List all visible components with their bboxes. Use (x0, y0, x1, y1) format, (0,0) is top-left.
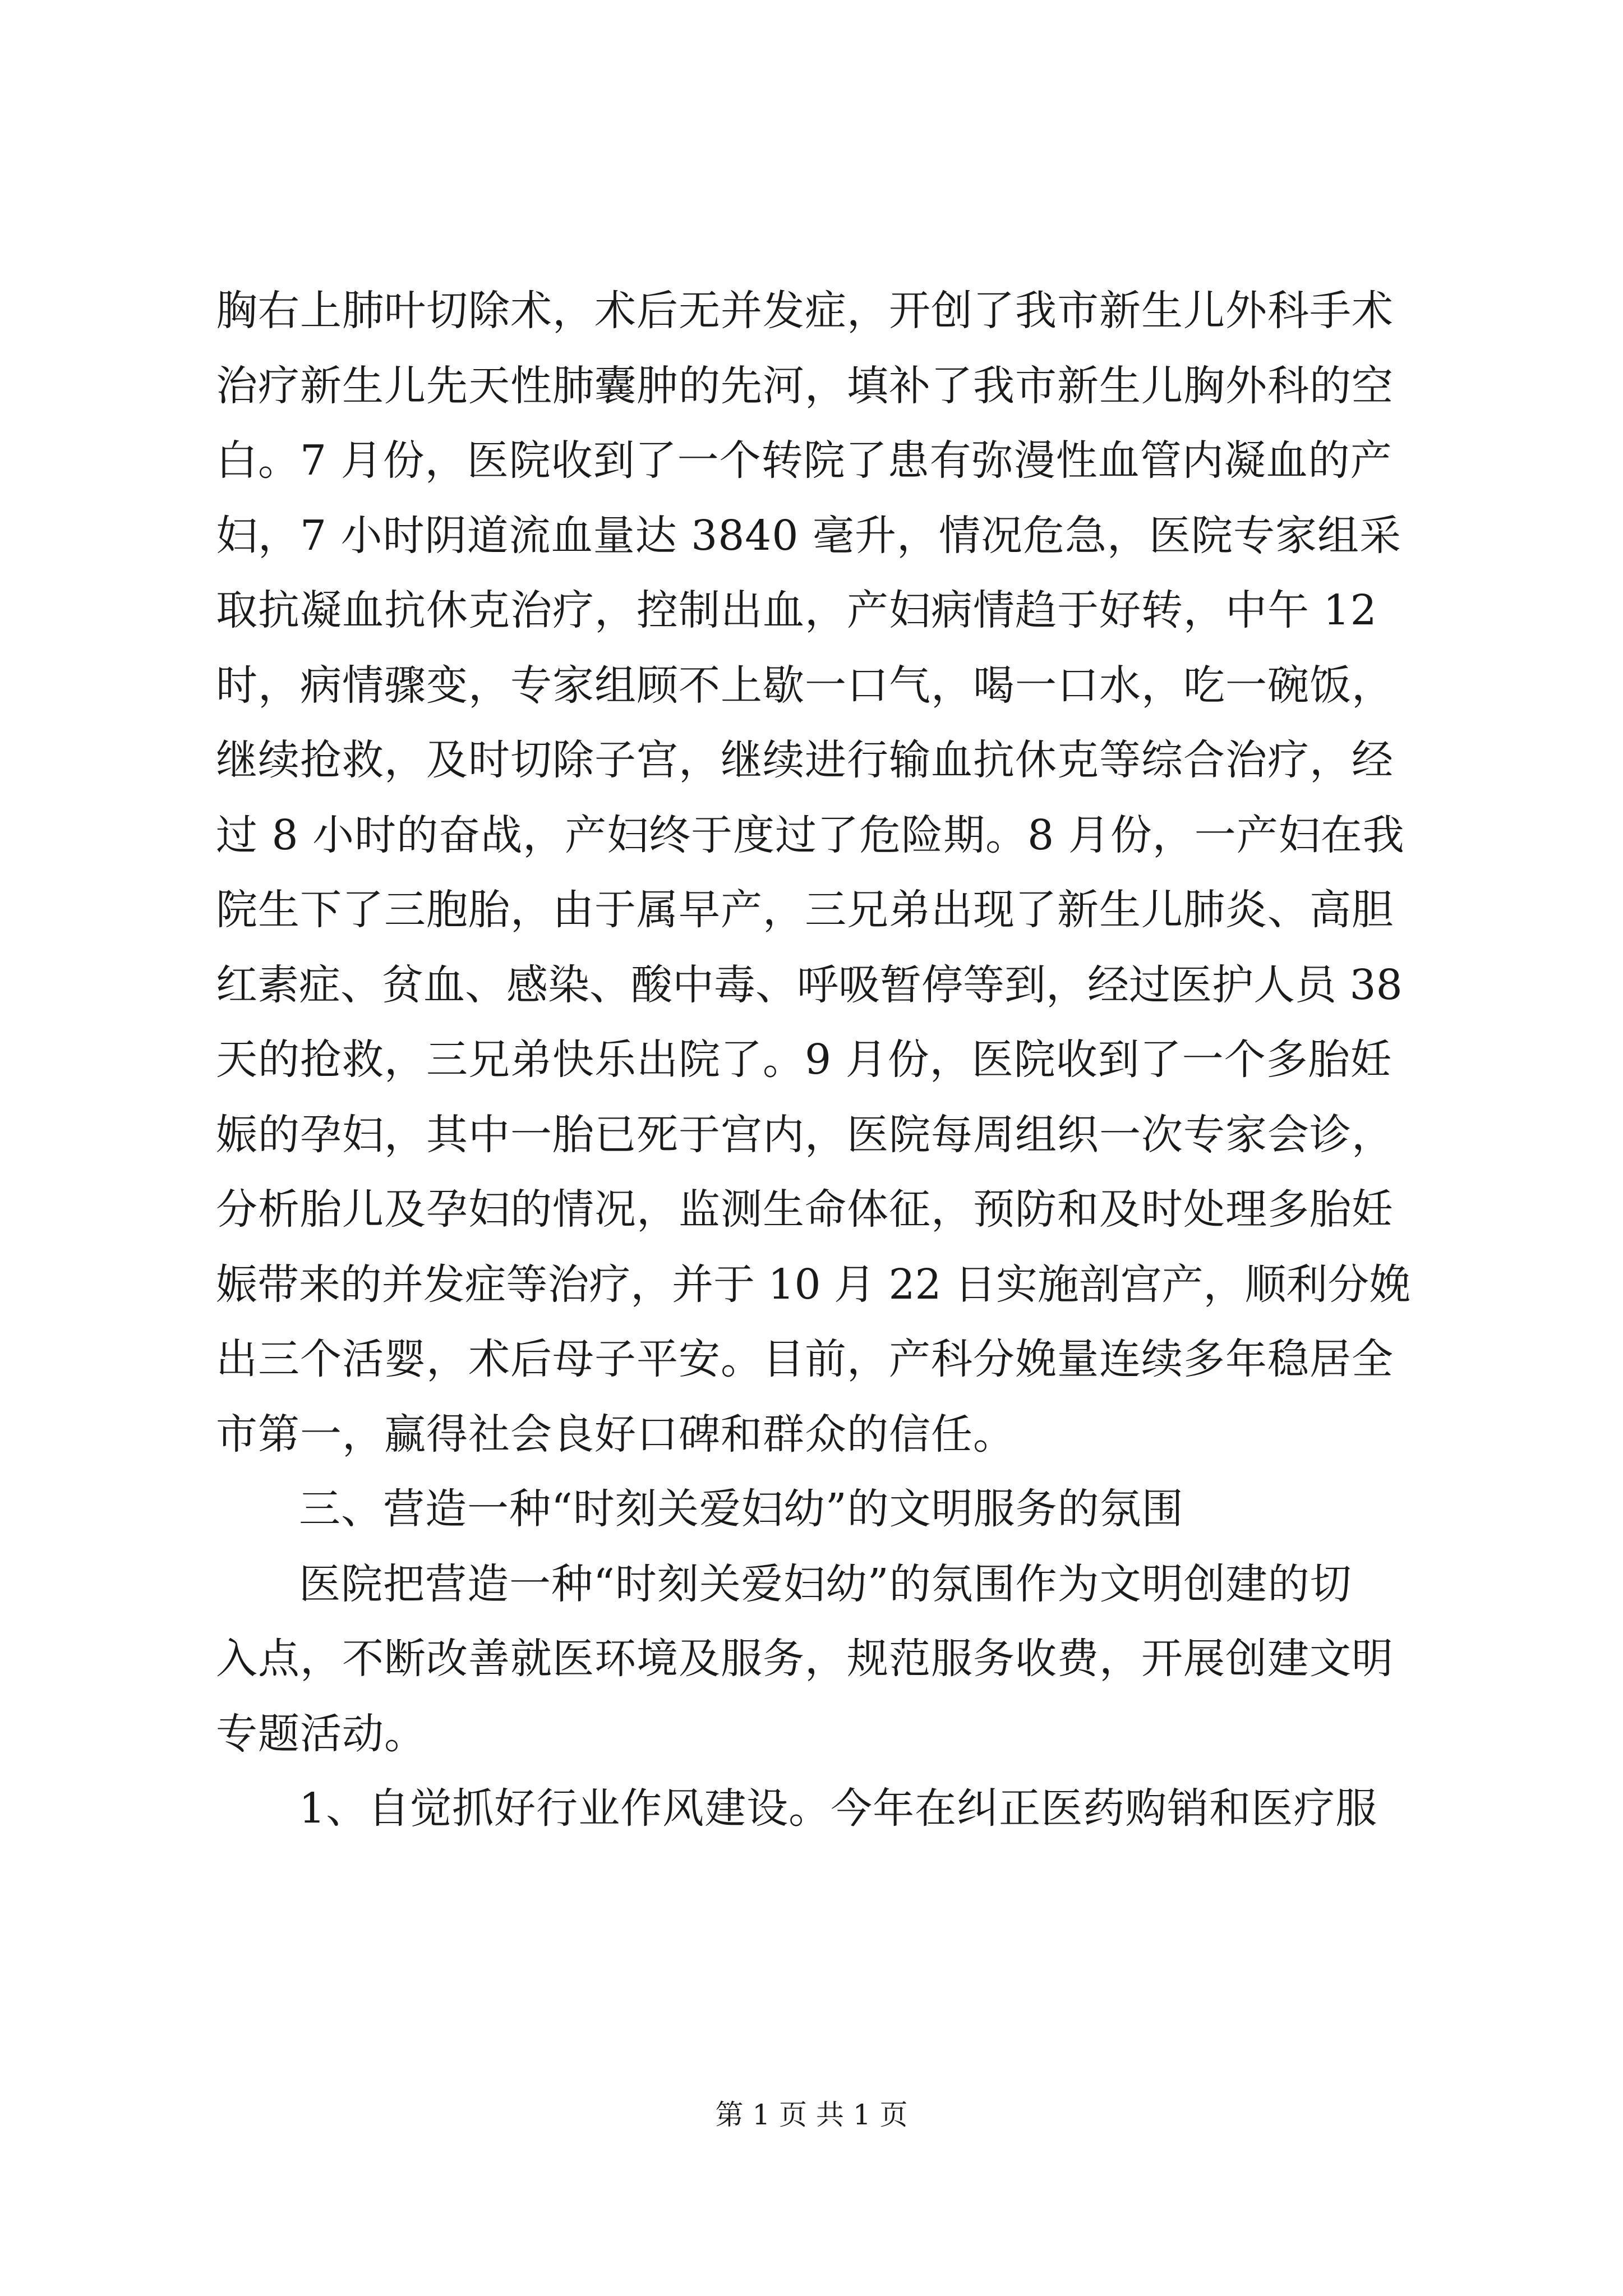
document-body (216, 274, 1410, 1847)
text-line: 过 8 小时的奋战，产妇终于度过了危险期。8 月份，一产妇在我 (216, 811, 1405, 859)
text-line: 三、营造一种“时刻关爱妇幼”的文明服务的氛围 (299, 1485, 1184, 1533)
text-line: 红素症、贫血、感染、酸中毒、呼吸暂停等到，经过医护人员 38 (216, 960, 1403, 1009)
text-line: 取抗凝血抗休克治疗，控制出血，产妇病情趋于好转，中午 12 (216, 586, 1377, 634)
text-line: 继续抢救，及时切除子宫，继续进行输血抗休克等综合治疗，经 (216, 736, 1394, 784)
text-line: 治疗新生儿先天性肺囊肿的先河，填补了我市新生儿胸外科的空 (216, 361, 1394, 410)
text-line: 胸右上肺叶切除术，术后无并发症，开创了我市新生儿外科手术 (216, 287, 1394, 335)
text-line: 1、自觉抓好行业作风建设。今年在纠正医药购销和医疗服 (299, 1784, 1378, 1833)
text-line: 院生下了三胞胎，由于属早产，三兄弟出现了新生儿肺炎、高胆 (216, 886, 1394, 934)
text-line: 时，病情骤变，专家组顾不上歇一口气，喝一口水，吃一碗饭， (216, 661, 1394, 710)
text-line: 娠的孕妇，其中一胎已死于宫内，医院每周组织一次专家会诊， (216, 1110, 1394, 1159)
text-line: 出三个活婴，术后母子平安。目前，产科分娩量连续多年稳居全 (216, 1335, 1394, 1383)
text-line: 娠带来的并发症等治疗，并于 10 月 22 日实施剖宫产，顺利分娩 (216, 1260, 1411, 1309)
text-line: 市第一，赢得社会良好口碑和群众的信任。 (216, 1410, 1015, 1458)
text-line: 医院把营造一种“时刻关爱妇幼”的氛围作为文明创建的切 (299, 1559, 1352, 1608)
text-line: 入点，不断改善就医环境及服务，规范服务收费，开展创建文明 (216, 1635, 1394, 1683)
text-line: 专题活动。 (216, 1709, 426, 1758)
text-line: 妇，7 小时阴道流血量达 3840 毫升，情况危急，医院专家组采 (216, 511, 1401, 560)
text-line: 天的抢救，三兄弟快乐出院了。9 月份，医院收到了一个多胎妊 (216, 1036, 1393, 1084)
text-line: 分析胎儿及孕妇的情况，监测生命体征，预防和及时处理多胎妊 (216, 1185, 1394, 1234)
text-line: 白。7 月份，医院收到了一个转院了患有弥漫性血管内凝血的产 (216, 436, 1393, 485)
page-footer: 第 1 页 共 1 页 (715, 2099, 908, 2131)
